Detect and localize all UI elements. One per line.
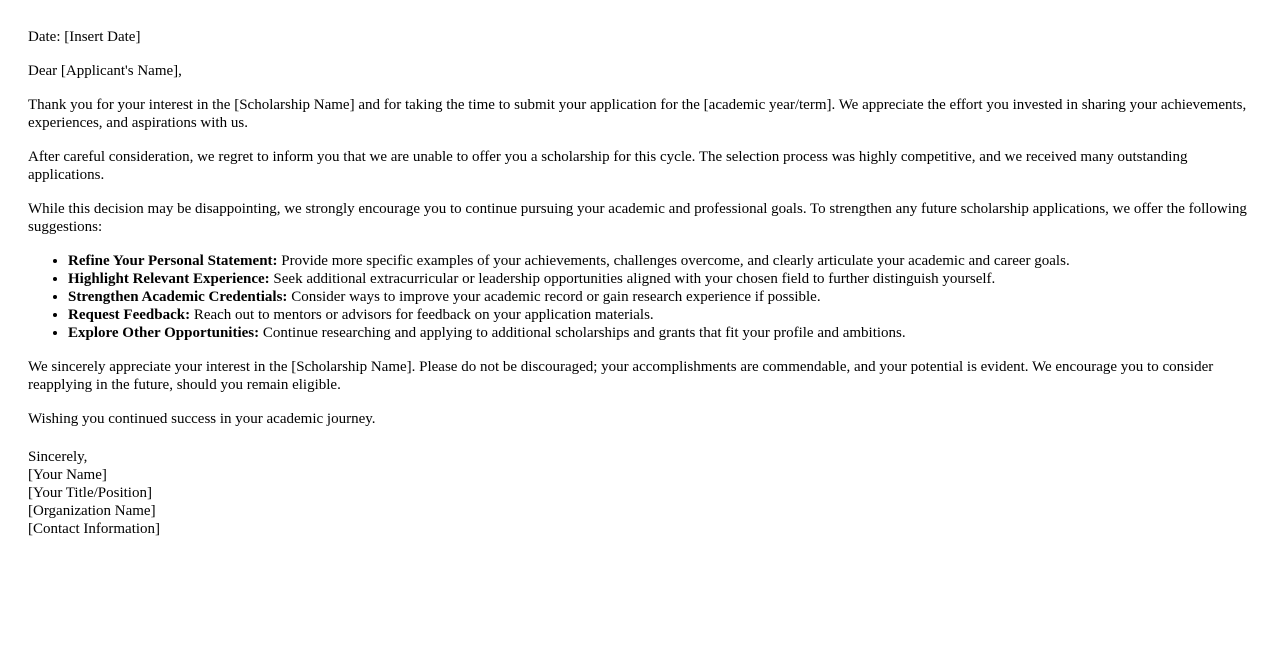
paragraph-decision: After careful consideration, we regret to inform you that we are unable to offer you a scholarship for this cycle. The selection process was highly competitive, and we received many outstanding applications. (28, 149, 1188, 183)
signature-contact: [Contact Information] (28, 521, 161, 537)
suggestions-list (28, 252, 1250, 342)
suggestion-title: Strengthen Academic Credentials: (68, 289, 288, 305)
signature-name: [Your Name] (28, 467, 107, 483)
letter-date: Date: [Insert Date] (28, 29, 141, 45)
paragraph-thanks: Thank you for your interest in the [Scholarship Name] and for taking the time to submit your application for the [academic year/term]. We appreciate the effort you invested in sharing your achievements, experiences, and aspirations with us. (28, 97, 1247, 131)
suggestion-item (68, 324, 1250, 342)
signature-title: [Your Title/Position] (28, 485, 152, 501)
paragraph-wishes: Wishing you continued success in your academic journey. (28, 411, 376, 427)
suggestion-title: Refine Your Personal Statement: (68, 253, 278, 269)
suggestion-title: Explore Other Opportunities: (68, 325, 260, 341)
signature-block (28, 448, 1250, 538)
suggestion-text: Consider ways to improve your academic record or gain research experience if possible. (287, 289, 821, 305)
suggestion-item (68, 270, 1250, 288)
suggestion-title: Request Feedback: (68, 307, 191, 323)
suggestion-text: Continue researching and applying to additional scholarships and grants that fit your profile and ambitions. (259, 325, 906, 341)
signature-organization: [Organization Name] (28, 503, 156, 519)
paragraph-encouragement: While this decision may be disappointing, we strongly encourage you to continue pursuing your academic and professional goals. To strengthen any future scholarship applications, we offer the following suggestions: (28, 201, 1247, 235)
letter-body (28, 28, 1250, 538)
suggestion-item (68, 288, 1250, 306)
paragraph-appreciation: We sincerely appreciate your interest in the [Scholarship Name]. Please do not be discouraged; your accomplishments are commendable, and your potential is evident. We encourage you to consider reapplying in the future, should you remain eligible. (28, 359, 1214, 393)
suggestion-item (68, 252, 1250, 270)
suggestion-title: Highlight Relevant Experience: (68, 271, 270, 287)
salutation: Dear [Applicant's Name], (28, 63, 182, 79)
suggestion-item (68, 306, 1250, 324)
suggestion-text: Seek additional extracurricular or leadership opportunities aligned with your chosen field to further distinguish yourself. (269, 271, 996, 287)
suggestion-text: Provide more specific examples of your achievements, challenges overcome, and clearly articulate your academic and career goals. (277, 253, 1070, 269)
suggestion-text: Reach out to mentors or advisors for feedback on your application materials. (190, 307, 654, 323)
signature-closing: Sincerely, (28, 449, 88, 465)
